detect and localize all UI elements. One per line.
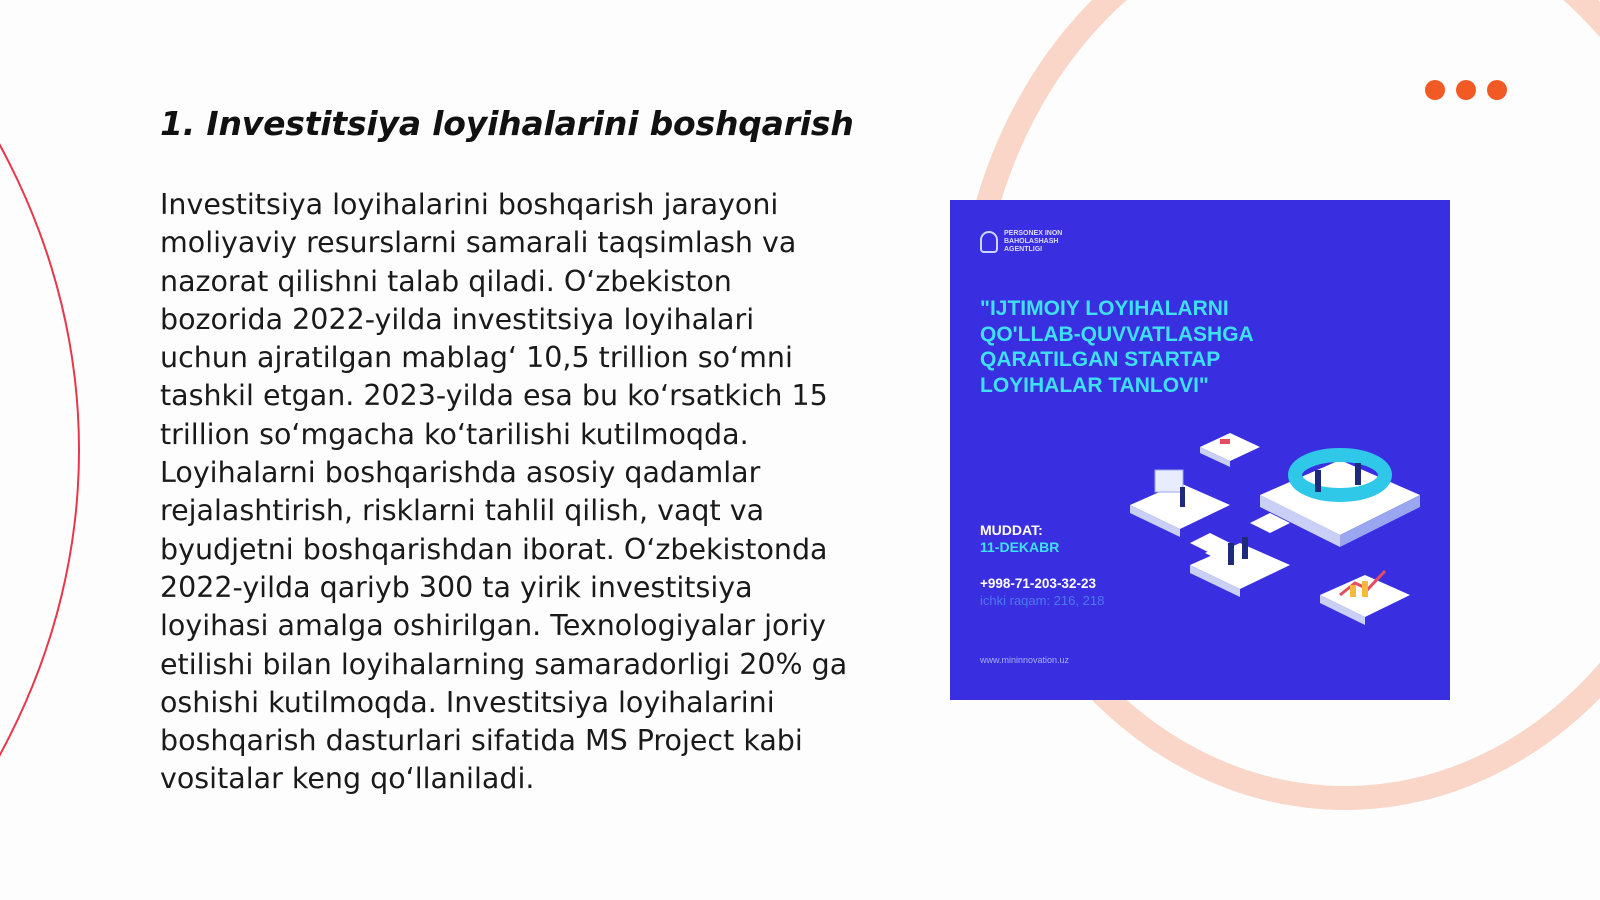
poster-url: www.mininnovation.uz bbox=[980, 655, 1070, 665]
poster-deadline-label: MUDDAT: bbox=[980, 522, 1043, 538]
decorative-left-arc bbox=[0, 0, 80, 900]
poster-isometric-illustration bbox=[1110, 425, 1440, 655]
poster-image bbox=[950, 200, 1450, 700]
slide-title: 1. Investitsiya loyihalarini boshqarish bbox=[160, 104, 854, 143]
dot bbox=[1456, 80, 1476, 100]
isometric-platform-left bbox=[1130, 470, 1230, 537]
poster-headline: "IJTIMOIY LOYIHALARNI QO'LLAB-QUVVATLASHGA QARATILGAN STARTAP LOYIHALAR TANLOVI" bbox=[980, 297, 1253, 397]
poster-logo bbox=[980, 230, 1074, 254]
isometric-chart-tile bbox=[1320, 571, 1410, 625]
isometric-platform-top bbox=[1200, 433, 1260, 467]
isometric-platform-center bbox=[1260, 455, 1420, 547]
dot bbox=[1425, 80, 1445, 100]
slide-body-text: Investitsiya loyihalarini boshqarish jarayoni moliyaviy resurslarni samarali taqsimlash va nazorat qilishni talab qiladi. O‘zbekiston bozorida 2022-yilda investitsiya loyihalari uchun ajratilgan mablag‘ 10,5 trillion so‘mni tashkil etgan. 2023-yilda esa bu ko‘rsatkich 15 trillion so‘mgacha ko‘tarilishi kutilmoqda. Loyihalarni boshqarishda asosiy qadamlar rejalashtirish, risklarni tahlil qilish, vaqt va byudjetni boshqarishdan iborat. O‘zbekistonda 2022-yilda qariyb 300 ta yirik investitsiya loyihasi amalga oshirilgan. Texnologiyalar joriy etilishi bilan loyihalarning samaradorligi 20% ga oshishi kutilmoqda. Investitsiya loyihalarini boshqarish dasturlari sifatida MS Project kabi vositalar keng qo‘llaniladi. bbox=[160, 188, 848, 796]
poster-phone-extension: ichki raqam: 216, 218 bbox=[980, 593, 1105, 608]
dot bbox=[1487, 80, 1507, 100]
poster-phone: +998-71-203-32-23 bbox=[980, 576, 1096, 591]
more-dots-icon bbox=[1425, 80, 1507, 100]
poster-deadline-value: 11-DEKABR bbox=[980, 539, 1060, 555]
poster-logo-text: PERSONEX INON BAHOLASHASH AGENTLIGI bbox=[1004, 230, 1063, 253]
lightbulb-logo-icon bbox=[980, 231, 998, 253]
